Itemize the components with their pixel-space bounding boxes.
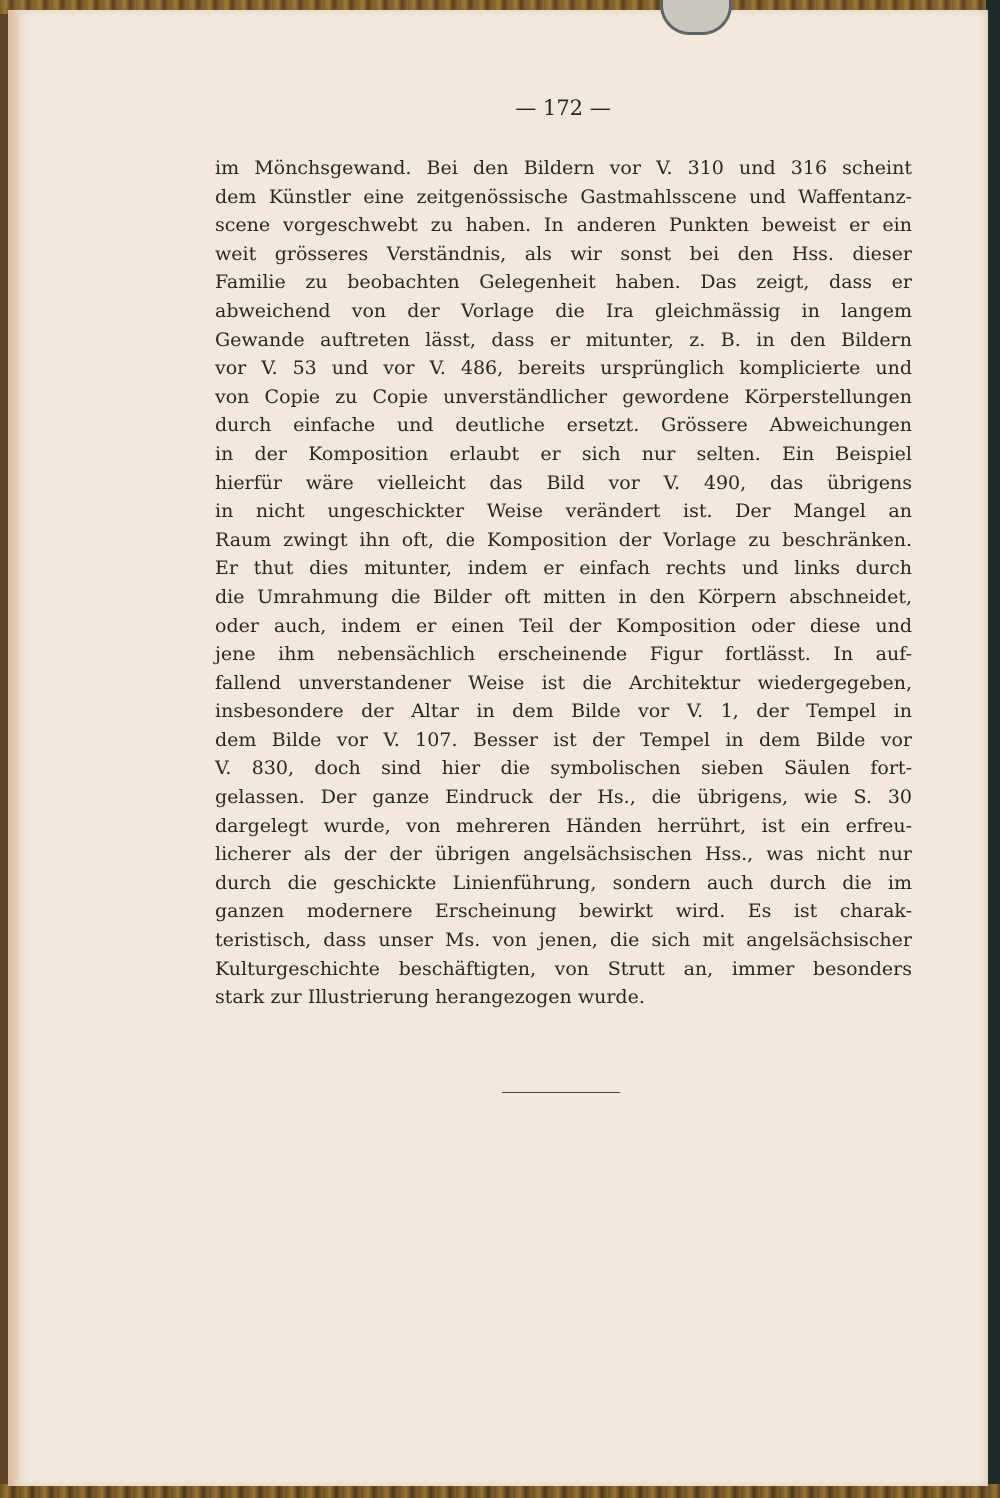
text-line: Gewande auftreten lässt, dass er mitunter, z. B. in den Bildern [215,328,912,351]
text-line: in der Komposition erlaubt er sich nur selten. Ein Beispiel [215,442,912,465]
text-line: hierfür wäre vielleicht das Bild vor V. 490, das übrigens [215,471,912,494]
text-line: von Copie zu Copie unverständlicher gewordene Körperstellungen [215,385,912,408]
section-divider-rule [502,1092,620,1093]
text-line: stark zur Illustrierung herangezogen wurde. [215,986,645,1009]
text-line: dem Künstler eine zeitgenössische Gastmahlsscene und Waffentanz- [215,185,912,208]
text-line: jene ihm nebensächlich erscheinende Figur fortlässt. In auf- [215,643,912,666]
text-line: teristisch, dass unser Ms. von jenen, die sich mit angelsächsischer [215,929,912,952]
page-number: — 172 — [515,96,611,120]
text-line: Raum zwingt ihn oft, die Komposition der Vorlage zu beschränken. [215,528,912,551]
text-line: abweichend von der Vorlage die Ira gleichmässig in langem [215,299,912,322]
text-line: dargelegt wurde, von mehreren Händen herrührt, ist ein erfreu- [215,814,912,837]
text-line: durch die geschickte Linienführung, sondern auch durch die im [215,871,912,894]
text-line: Er thut dies mitunter, indem er einfach rechts und links durch [215,557,912,580]
page-gutter-shadow [8,10,20,1486]
text-line: im Mönchsgewand. Bei den Bildern vor V. 310 und 316 scheint [215,157,912,179]
text-line: insbesondere der Altar in dem Bilde vor V. 1, der Tempel in [215,700,912,723]
book-cover-bottom-edge [0,1484,1000,1498]
body-paragraph [215,154,912,1012]
text-line: vor V. 53 und vor V. 486, bereits ursprünglich komplicierte und [215,357,912,380]
text-line: in nicht ungeschickter Weise verändert ist. Der Mangel an [215,500,912,523]
text-line: weit grösseres Verständnis, als wir sonst bei den Hss. dieser [215,242,912,265]
text-line: ganzen modernere Erscheinung bewirkt wird. Es ist charak- [215,900,912,923]
text-line: V. 830, doch sind hier die symbolischen sieben Säulen fort- [215,757,912,780]
text-line: dem Bilde vor V. 107. Besser ist der Tempel in dem Bilde vor [215,728,912,751]
book-cover-right-edge [986,0,1000,1498]
text-line: oder auch, indem er einen Teil der Komposition oder diese und [215,614,912,637]
text-line: durch einfache und deutliche ersetzt. Grössere Abweichungen [215,414,912,437]
text-line: scene vorgeschwebt zu haben. In anderen Punkten beweist er ein [215,214,912,237]
text-line: Kulturgeschichte beschäftigten, von Strutt an, immer besonders [215,957,912,980]
text-line: fallend unverstandener Weise ist die Architektur wiedergegeben, [215,671,912,694]
text-line: licherer als der der übrigen angelsächsischen Hss., was nicht nur [215,843,912,866]
paper-page [8,10,988,1486]
text-line: Familie zu beobachten Gelegenheit haben. Das zeigt, dass er [215,271,912,294]
text-line: gelassen. Der ganze Eindruck der Hs., die übrigens, wie S. 30 [215,786,912,809]
text-line: die Umrahmung die Bilder oft mitten in den Körpern abschneidet, [215,585,912,608]
